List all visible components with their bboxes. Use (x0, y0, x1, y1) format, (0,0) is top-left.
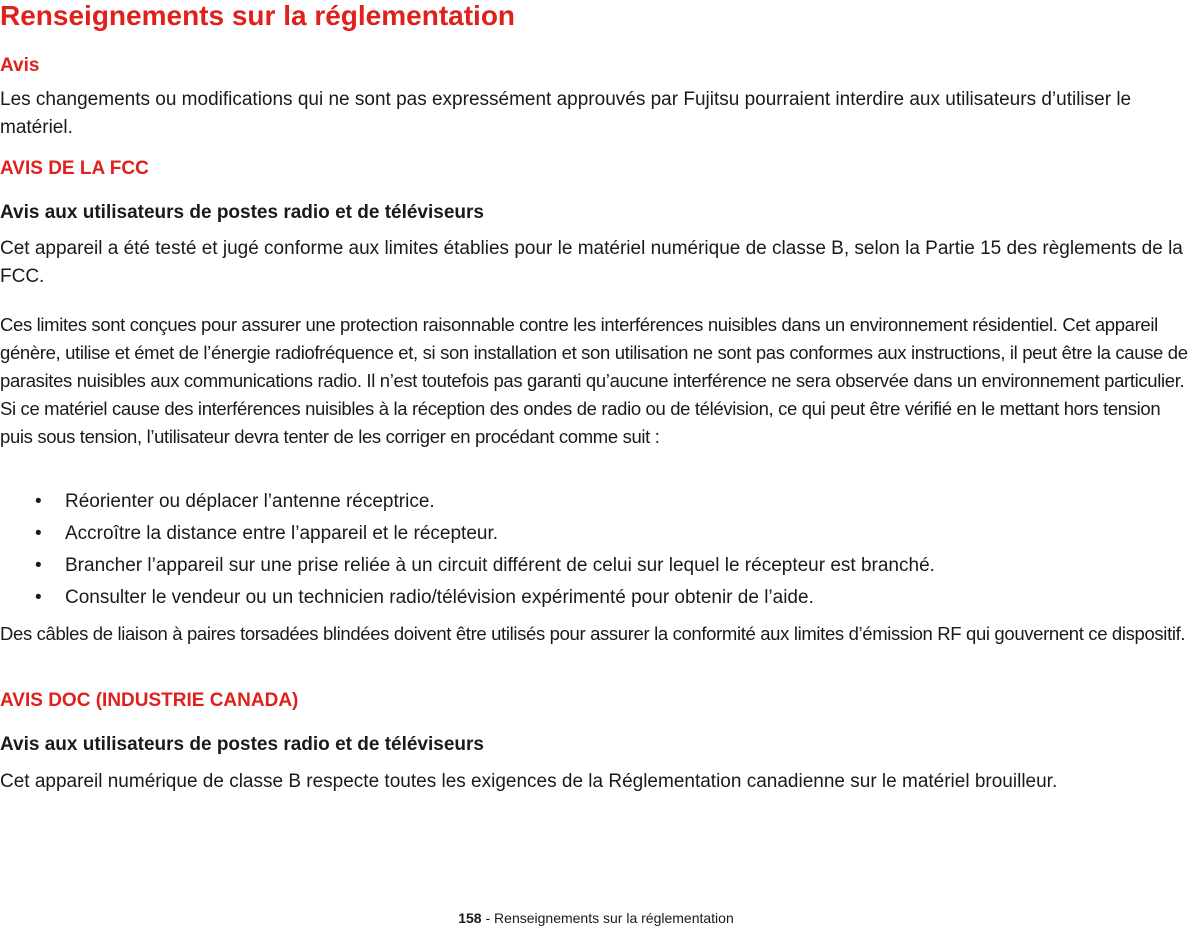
doc-heading: AVIS DOC (INDUSTRIE CANADA) (0, 690, 299, 711)
list-item-text: Réorienter ou déplacer l’antenne réceptrice. (65, 491, 435, 512)
footer-section-title: Renseignements sur la réglementation (494, 910, 734, 926)
page-title: Renseignements sur la réglementation (0, 0, 516, 31)
avis-paragraph: Les changements ou modifications qui ne sont pas expressément approuvés par Fujitsu pourraient interdire aux utilisateurs d’utiliser le matériel. (0, 89, 1132, 138)
avis-heading: Avis (0, 55, 40, 76)
fcc-heading: AVIS DE LA FCC (0, 158, 149, 179)
fcc-subheading: Avis aux utilisateurs de postes radio et de téléviseurs (0, 202, 484, 223)
list-item-text: Consulter le vendeur ou un technicien radio/télévision expérimenté pour obtenir de l’aide. (65, 587, 814, 608)
fcc-paragraph-1: Cet appareil a été testé et jugé conforme aux limites établies pour le matériel numérique de classe B, selon la Partie 15 des règlements de la FCC. (0, 238, 1183, 287)
list-item-text: Accroître la distance entre l’appareil et le récepteur. (65, 523, 499, 544)
doc-paragraph-1: Cet appareil numérique de classe B respecte toutes les exigences de la Réglementation canadienne sur le matériel brouilleur. (0, 771, 1058, 792)
page-number: 158 (458, 910, 482, 926)
bullet-icon: • (35, 555, 42, 576)
list-item-text: Brancher l’appareil sur une prise reliée à un circuit différent de celui sur lequel le récepteur est branché. (65, 555, 935, 576)
doc-subheading: Avis aux utilisateurs de postes radio et de téléviseurs (0, 734, 484, 755)
bullet-icon: • (35, 523, 42, 544)
bullet-icon: • (35, 587, 42, 608)
page-footer (0, 908, 1192, 928)
fcc-paragraph-3: Des câbles de liaison à paires torsadées blindées doivent être utilisés pour assurer la conformité aux limites d’émission RF qui gouvernent ce dispositif. (0, 623, 1186, 644)
fcc-paragraph-2: Ces limites sont conçues pour assurer une protection raisonnable contre les interférences nuisibles dans un environnement résidentiel. Cet appareil génère, utilise et émet de l’énergie radiofréquence et, si son installation et son utilisation ne sont pas conformes aux instructions, il peut être la cause de parasites nuisibles aux communications radio. Il n’est toutefois pas garanti qu’aucune interférence ne sera observée dans un environnement particulier. Si ce matériel cause des interférences nuisibles à la réception des ondes de radio ou de télévision, ce qui peut être vérifié en le mettant hors tension puis sous tension, l’utilisateur devra tenter de les corriger en procédant comme suit : (0, 314, 1188, 447)
bullet-icon: • (35, 491, 42, 512)
footer-separator: - (481, 910, 495, 926)
